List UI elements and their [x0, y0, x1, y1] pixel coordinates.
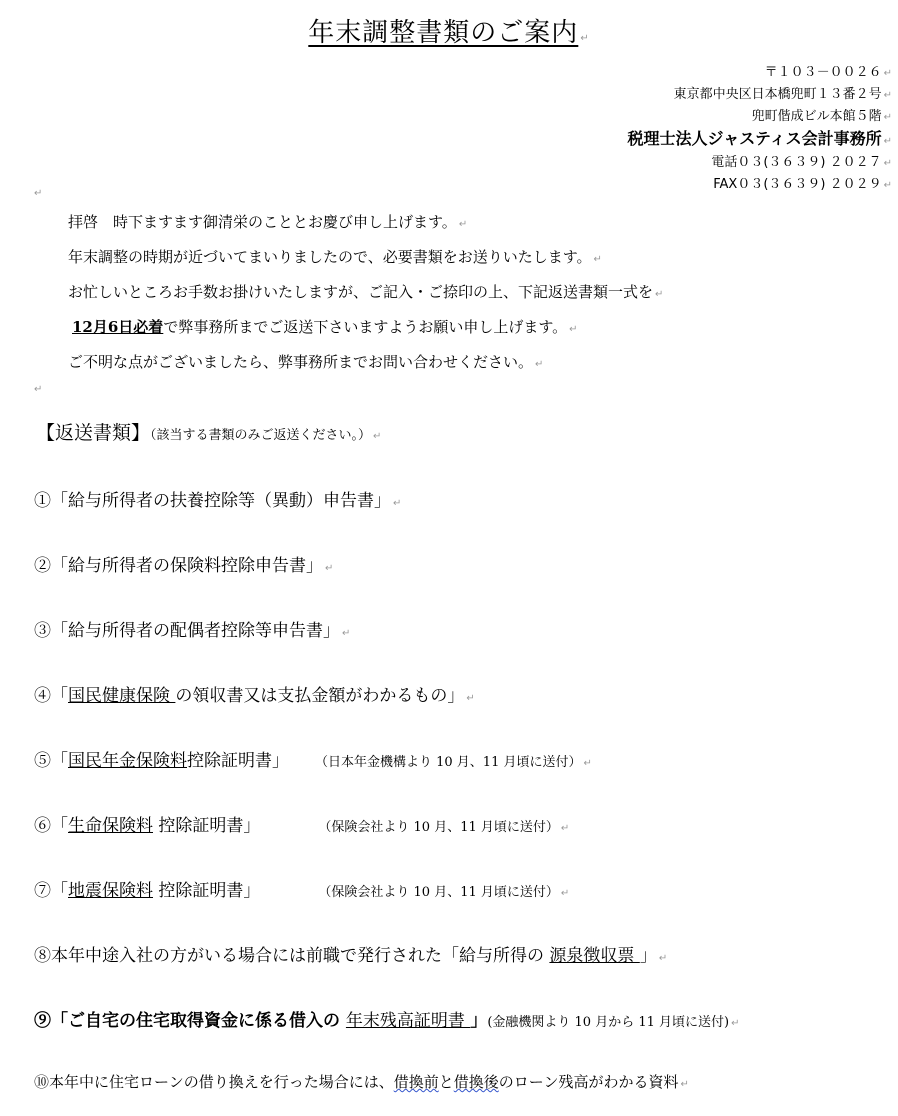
paragraph-mark: ↵: [325, 563, 334, 574]
list-item: [34, 681, 475, 706]
paragraph-mark: ↵: [883, 158, 892, 169]
paragraph-mark: ↵: [458, 219, 468, 230]
paragraph-mark: ↵: [373, 431, 382, 442]
document-title: [0, 12, 898, 49]
list-item: [34, 746, 592, 771]
paragraph-mark: ↵: [883, 68, 892, 79]
item-wavy-text: 借換後: [453, 1073, 499, 1091]
paragraph-mark: ↵: [680, 1079, 689, 1090]
list-item: [34, 876, 569, 901]
paragraph-mark: ↵: [731, 1018, 740, 1029]
item-underlined-text: 生命保険料: [68, 816, 153, 836]
letter-body: [68, 206, 663, 381]
body-line-4: で弊事務所までご返送下さいますようお願い申し上げます。: [163, 318, 568, 336]
item-text: ②「給与所得者の保険料控除申告書」: [34, 556, 323, 576]
list-item: [34, 551, 333, 576]
return-documents-heading: [36, 418, 381, 445]
paragraph-mark: ↵: [466, 693, 475, 704]
item-text: ⑤「: [34, 751, 68, 771]
postal-code: 〒１０３－００２６: [764, 65, 882, 80]
item-note: (金融機関より 10 月から 11 月頃に送付): [487, 1015, 730, 1030]
item-text: 」: [470, 1011, 488, 1031]
list-item: [34, 811, 569, 836]
item-text: ⑧本年中途入社の方がいる場合には前職で発行された「給与所得の: [34, 946, 550, 966]
list-item: [34, 941, 667, 966]
item-underlined-text: 源泉徴収票: [549, 946, 640, 966]
item-wavy-text: 借換前: [393, 1073, 439, 1091]
item-text: ①「給与所得者の扶養控除等（異動）申告書」: [34, 491, 391, 511]
section-note: （該当する書類のみご返送ください。）: [150, 428, 372, 443]
list-item: [34, 616, 350, 641]
item-text: ⑩本年中に住宅ローンの借り換えを行った場合には、: [34, 1073, 394, 1091]
item-underlined-text: 年末残高証明書: [345, 1011, 471, 1031]
list-item: [34, 486, 401, 511]
paragraph-mark: ↵: [658, 953, 668, 964]
item-text: のローン残高がわかる資料: [498, 1073, 679, 1091]
sender-address-block: [628, 62, 892, 196]
item-note: （保険会社より 10 月、11 月頃に送付）: [318, 820, 559, 835]
item-underlined-text: 国民健康保険: [68, 686, 176, 706]
paragraph-mark: ↵: [560, 823, 570, 834]
item-text: と: [438, 1073, 454, 1091]
item-underlined-text: 国民年金保険料: [68, 751, 187, 771]
body-line-3: お忙しいところお手数お掛けいたしますが、ご記入・ご捺印の上、下記返送書類一式を: [68, 283, 654, 301]
item-text: 控除証明書」: [187, 751, 289, 771]
item-text: 」: [639, 946, 657, 966]
body-line-2: 年末調整の時期が近づいてまいりましたので、必要書類をお送りいたします。: [68, 248, 592, 266]
paragraph-mark: ↵: [883, 90, 892, 101]
paragraph-mark: ↵: [883, 180, 892, 191]
list-item: [34, 1006, 739, 1031]
paragraph-mark: ↵: [342, 628, 351, 639]
item-text: ③「給与所得者の配偶者控除等申告書」: [34, 621, 340, 641]
paragraph-mark: ↵: [569, 324, 578, 335]
address-line2: 兜町偕成ビル本館５階: [751, 109, 882, 124]
paragraph-mark: ↵: [883, 136, 892, 147]
paragraph-mark: ↵: [535, 359, 544, 370]
list-item: [34, 1071, 689, 1092]
phone-number: 電話０３(３６３９) ２０２７: [711, 155, 882, 170]
item-underlined-text: 地震保険料: [68, 881, 153, 901]
item-note: （日本年金機構より 10 月、11 月頃に送付）: [315, 755, 582, 770]
item-note: （保険会社より 10 月、11 月頃に送付）: [318, 885, 559, 900]
firm-name: 税理士法人ジャスティス会計事務所: [627, 129, 882, 148]
paragraph-mark: ↵: [583, 758, 592, 769]
item-text: 控除証明書」: [153, 816, 261, 836]
greeting-line: 拝啓 時下ますます御清栄のこととお慶び申し上げます。: [68, 213, 457, 231]
body-line-5: ご不明な点がございましたら、弊事務所までお問い合わせください。: [68, 353, 534, 371]
fax-number: FAX０３(３６３９) ２０２９: [713, 177, 882, 192]
empty-paragraph-mark: ↵: [34, 384, 43, 395]
paragraph-mark: ↵: [593, 254, 602, 265]
item-text: 控除証明書」: [153, 881, 261, 901]
address-line1: 東京都中央区日本橋兜町１３番２号: [673, 87, 882, 102]
paragraph-mark: ↵: [580, 33, 590, 44]
item-text: ⑨「ご自宅の住宅取得資金に係る借入の: [34, 1011, 346, 1031]
empty-paragraph-mark: ↵: [34, 188, 43, 199]
paragraph-mark: ↵: [883, 112, 892, 123]
item-text: ④「: [34, 686, 68, 706]
paragraph-mark: ↵: [655, 289, 664, 300]
paragraph-mark: ↵: [393, 498, 402, 509]
item-text: ⑥「: [34, 816, 68, 836]
item-text: の領収書又は支払金額がわかるもの」: [175, 686, 465, 706]
due-date: 12月6日必着: [72, 318, 164, 336]
title-text: 年末調整書類のご案内: [308, 18, 579, 48]
item-text: ⑦「: [34, 881, 68, 901]
paragraph-mark: ↵: [560, 888, 570, 899]
section-heading: 【返送書類】: [36, 422, 151, 444]
